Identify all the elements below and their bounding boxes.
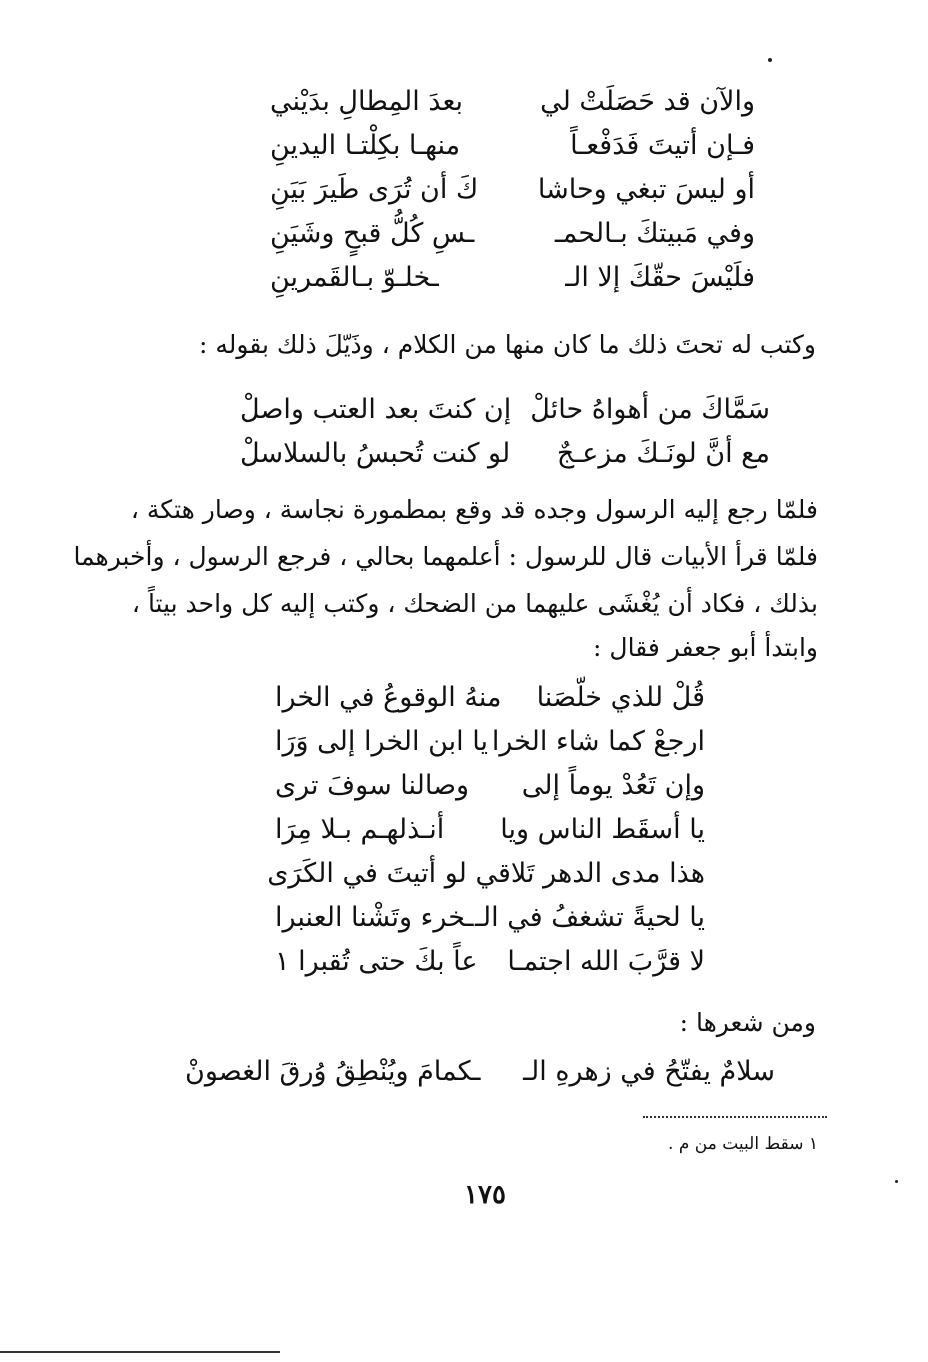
- verse-first-hemistich: سلامٌ يفتّحُ في زهرهِ الـ: [523, 1056, 775, 1087]
- verse-second-hemistich: لو كنت تُحبسُ بالسلاسلْ: [240, 438, 511, 469]
- poem-1: [270, 82, 755, 302]
- prose-line: وابتدأ أبو جعفر فقال :: [593, 633, 818, 662]
- prose-paragraph-3: [616, 1008, 816, 1048]
- footnote-separator: [643, 1116, 827, 1118]
- verse-line: [240, 434, 770, 474]
- edge-speck: [895, 1180, 898, 1183]
- prose-line: وكتب له تحتَ ذلك ما كان منها من الكلام ، وذَيّلَ ذلك بقوله :: [199, 330, 816, 359]
- verse-second-hemistich: إن كنتَ بعد العتب واصلْ: [240, 394, 512, 425]
- verse-line: [275, 810, 705, 850]
- verse-second-hemistich: منهُ الوقوعُ في الخرا: [275, 682, 502, 713]
- verse-first-hemistich: يا أسقَط الناس ويا: [500, 814, 705, 845]
- verse-second-hemistich: ـكمامَ ويُنْطِقُ وُرقَ الغصونْ: [185, 1056, 481, 1087]
- verse-first-hemistich: والآن قد حَصَلَتْ لي: [540, 86, 755, 117]
- verse-first-hemistich: مع أنَّ لونَـكَ مزعـجٌ: [556, 438, 770, 469]
- prose-line: بذلك ، فكاد أن يُغْشَى عليهما من الضحك ، وكتب إليه كل واحد بيتاً ،: [131, 589, 818, 618]
- prose-line: فلمّا قرأ الأبيات قال للرسول : أعلمهما بحالي ، فرجع الرسول ، وأخبرهما: [73, 542, 818, 571]
- prose-line: ومن شعرها :: [679, 1008, 816, 1037]
- verse-first-hemistich: لا قرَّبَ الله اجتمـا: [507, 946, 705, 977]
- verse-line: [275, 678, 705, 718]
- verse-line: [270, 258, 755, 298]
- poem-2: [240, 390, 770, 480]
- poem-4: [185, 1052, 775, 1097]
- bottom-edge-line: [0, 1351, 280, 1353]
- verse-first-hemistich: ارجعْ كما شاء الخرا: [491, 726, 705, 757]
- verse-line: [275, 942, 705, 982]
- verse-line: [270, 170, 755, 210]
- verse-first-hemistich: فلَيْسَ حقّكَ إلا الـ: [565, 262, 755, 293]
- prose-line: فلمّا رجع إليه الرسول وجده قد وقع بمطمورة نجاسة ، وصار هتكة ،: [130, 495, 818, 524]
- verse-second-hemistich: يا ابن الخرا إلى وَرَا: [275, 726, 489, 757]
- verse-first-hemistich: أو ليسَ تبغي وحاشا: [537, 174, 755, 205]
- verse-line: [240, 390, 770, 430]
- verse-first-hemistich: سَمَّاكَ من أهواهُ حائلْ: [530, 394, 770, 425]
- verse-line: [270, 82, 755, 122]
- verse-second-hemistich: ـسِ كُلُّ قبحٍ وشَيَنِ: [270, 218, 475, 249]
- page-number: ١٧٥: [464, 1180, 506, 1210]
- verse-line: [275, 766, 705, 806]
- verse-second-hemistich: منهـا بكِلْتـا اليدينِ: [270, 130, 461, 161]
- verse-second-hemistich: وصالنا سوفَ ترى: [275, 770, 470, 801]
- prose-paragraph-1: [199, 330, 816, 370]
- verse-second-hemistich: بعدَ المِطالِ بدَيْني: [270, 86, 464, 117]
- verse-second-hemistich: ـخلـوّ بـالقَمرينِ: [270, 262, 439, 293]
- verse-second-hemistich: أنـذلهـم بـلا مِرَا: [275, 814, 445, 845]
- verse-line: [275, 722, 705, 762]
- verse-line: [267, 854, 705, 894]
- verse-second-hemistich: قي لو أتيتَ في الكَرَى: [267, 858, 511, 889]
- poem-3: [267, 678, 705, 988]
- verse-line: [270, 126, 755, 166]
- verse-first-hemistich: فـإن أتيتَ فَدَفْعـاً: [570, 130, 755, 161]
- footnote: ١ سقط البيت من م .: [668, 1134, 818, 1154]
- top-right-speck: [768, 58, 772, 62]
- prose-paragraph-2: [73, 495, 818, 675]
- verse-line: [185, 1052, 775, 1092]
- verse-first-hemistich: وإن تَعُدْ يوماً إلى: [521, 770, 705, 801]
- verse-second-hemistich: كَ أن تُرَى طَيرَ بَيَنِ: [270, 174, 479, 205]
- verse-line: [270, 214, 755, 254]
- verse-first-hemistich: وفي مَبيتكَ بـالحمـ: [554, 218, 755, 249]
- verse-line: [275, 898, 705, 938]
- verse-first-hemistich: قُلْ للذي خلّصَنا: [536, 682, 705, 713]
- verse-second-hemistich: ـخرء وتَشْنا العنبرا: [275, 902, 474, 933]
- verse-first-hemistich: يا لحيةً تشغفُ في الـ: [475, 902, 705, 933]
- verse-second-hemistich: عاً بكَ حتى تُقبرا ١: [275, 946, 478, 977]
- verse-first-hemistich: هذا مدى الدهر تَلا: [510, 858, 705, 889]
